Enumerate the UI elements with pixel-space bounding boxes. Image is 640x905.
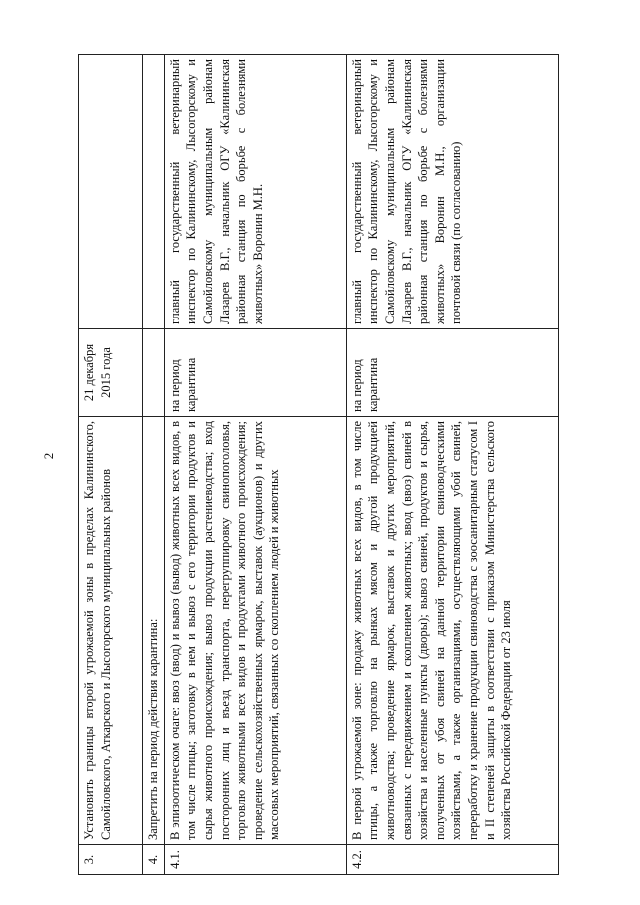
measures-table-rotated: [78, 55, 556, 875]
table-row: [164, 55, 346, 875]
responsible-text: главный государственный ветеринарный инспектор по Калининскому, Лысогорскому и Самойловскому муниципальным районам Лазарев В.Г., начальник ОГУ «Калининская районная станция по борьбе с болезнями животных» Воронин М.Н.: [164, 55, 346, 329]
section-header: Запретить на период действия карантина:: [143, 417, 165, 845]
row-number: 4.: [143, 845, 165, 875]
term-text: на период карантина: [346, 329, 558, 417]
row-number: 4.2.: [346, 845, 558, 875]
row-number: 3.: [79, 845, 143, 875]
term-text: на период карантина: [164, 329, 346, 417]
measure-text: В эпизоотическом очаге: ввоз (ввод) и вывоз (вывод) животных всех видов, в том числе птицы; заготовку в нем и вывоз с его территории продуктов и сырья животного происхождения; вывоз продукции растениеводства; вход посторонних лиц и въезд транспорта, перегруппировку свинопоголовья, торговлю животными всех видов и продуктами животного происхождения; проведение сельскохозяйственных ярмарок, выставок (аукционов) и других массовых мероприятий, связанных со скоплением людей и животных: [164, 417, 346, 845]
measure-text: В первой угрожаемой зоне: продажу животных всех видов, в том числе птицы, а также торговлю на рынках мясом и другой продукцией животноводства; проведение ярмарок, выставок и других мероприятий, связанных с передвижением и скоплением животных; ввод (ввоз) свиней в хозяйства и населенные пункты (дворы); вывоз свиней, продуктов и сырья, полученных от убоя свиней на данной территории свиноводческими хозяйствами, а также организациями, осуществляющими убой свиней, переработку и хранение продукции свиноводства с зоосанитарным статусом I и II степеней защиты в соответствии с приказом Министерства сельского хозяйства Российской Федерации от 23 июля: [346, 417, 558, 845]
measures-table: [78, 54, 559, 875]
table-row: [79, 55, 143, 875]
measure-text: Установить границы второй угрожаемой зоны в пределах Калининского, Самойловского, Аткарского и Лысогорского муниципальных районов: [79, 417, 143, 845]
responsible-text: [79, 55, 143, 329]
responsible-text: главный государственный ветеринарный инспектор по Калининскому, Лысогорскому и Самойловскому муниципальным районам Лазарев В.Г., начальник ОГУ «Калининская районная станция по борьбе с болезнями животных» Воронин М.Н., организации почтовой связи (по согласованию): [346, 55, 558, 329]
table-row: [346, 55, 558, 875]
term-text: 21 декабря 2015 года: [79, 329, 143, 417]
page-number: 2: [41, 452, 56, 460]
empty-cell: [143, 329, 165, 417]
empty-cell: [143, 55, 165, 329]
row-number: 4.1.: [164, 845, 346, 875]
table-row: [143, 55, 165, 875]
